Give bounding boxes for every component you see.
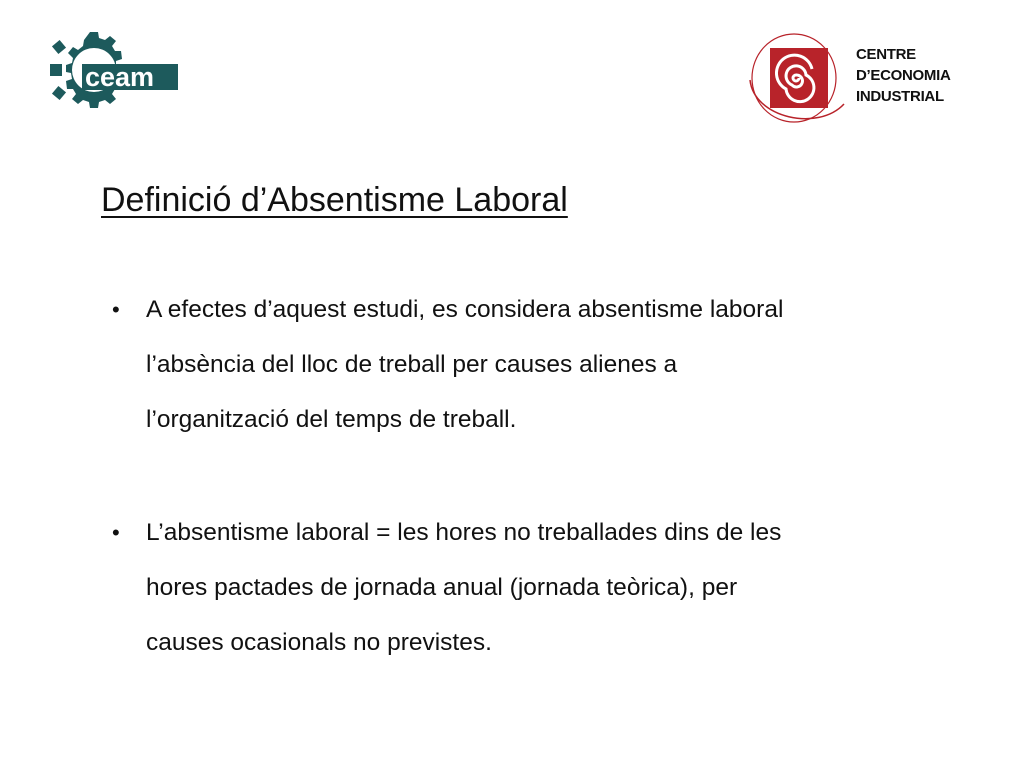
spiral-logo-icon (748, 28, 852, 128)
bullet-marker: • (112, 520, 120, 545)
ceam-logo (48, 28, 184, 112)
cei-logo (748, 28, 980, 128)
slide-title: Definició d’Absentisme Laboral (101, 181, 568, 219)
bullet-text (146, 505, 932, 670)
bullet-line: causes ocasionals no previstes. (146, 629, 492, 656)
cei-logo-text (856, 44, 951, 107)
bullet-list (112, 282, 932, 670)
ceam-logo-text: ceam (85, 62, 155, 92)
bullet-item (112, 505, 932, 670)
cei-logo-line-3: INDUSTRIAL (856, 88, 944, 105)
ceam-gear-icon (48, 28, 184, 112)
bullet-line: l’absència del lloc de treball per causes alienes a (146, 351, 678, 378)
bullet-item (112, 282, 932, 447)
cei-logo-line-2: D’ECONOMIA (856, 67, 951, 84)
bullet-line: hores pactades de jornada anual (jornada teòrica), per (146, 574, 738, 601)
cei-logo-line-1: CENTRE (856, 46, 916, 63)
bullet-line: L’absentisme laboral = les hores no treballades dins de les (146, 519, 782, 546)
bullet-text (146, 282, 932, 447)
bullet-marker: • (112, 297, 120, 322)
bullet-line: l’organització del temps de treball. (146, 406, 517, 433)
bullet-line: A efectes d’aquest estudi, es considera absentisme laboral (146, 296, 784, 323)
